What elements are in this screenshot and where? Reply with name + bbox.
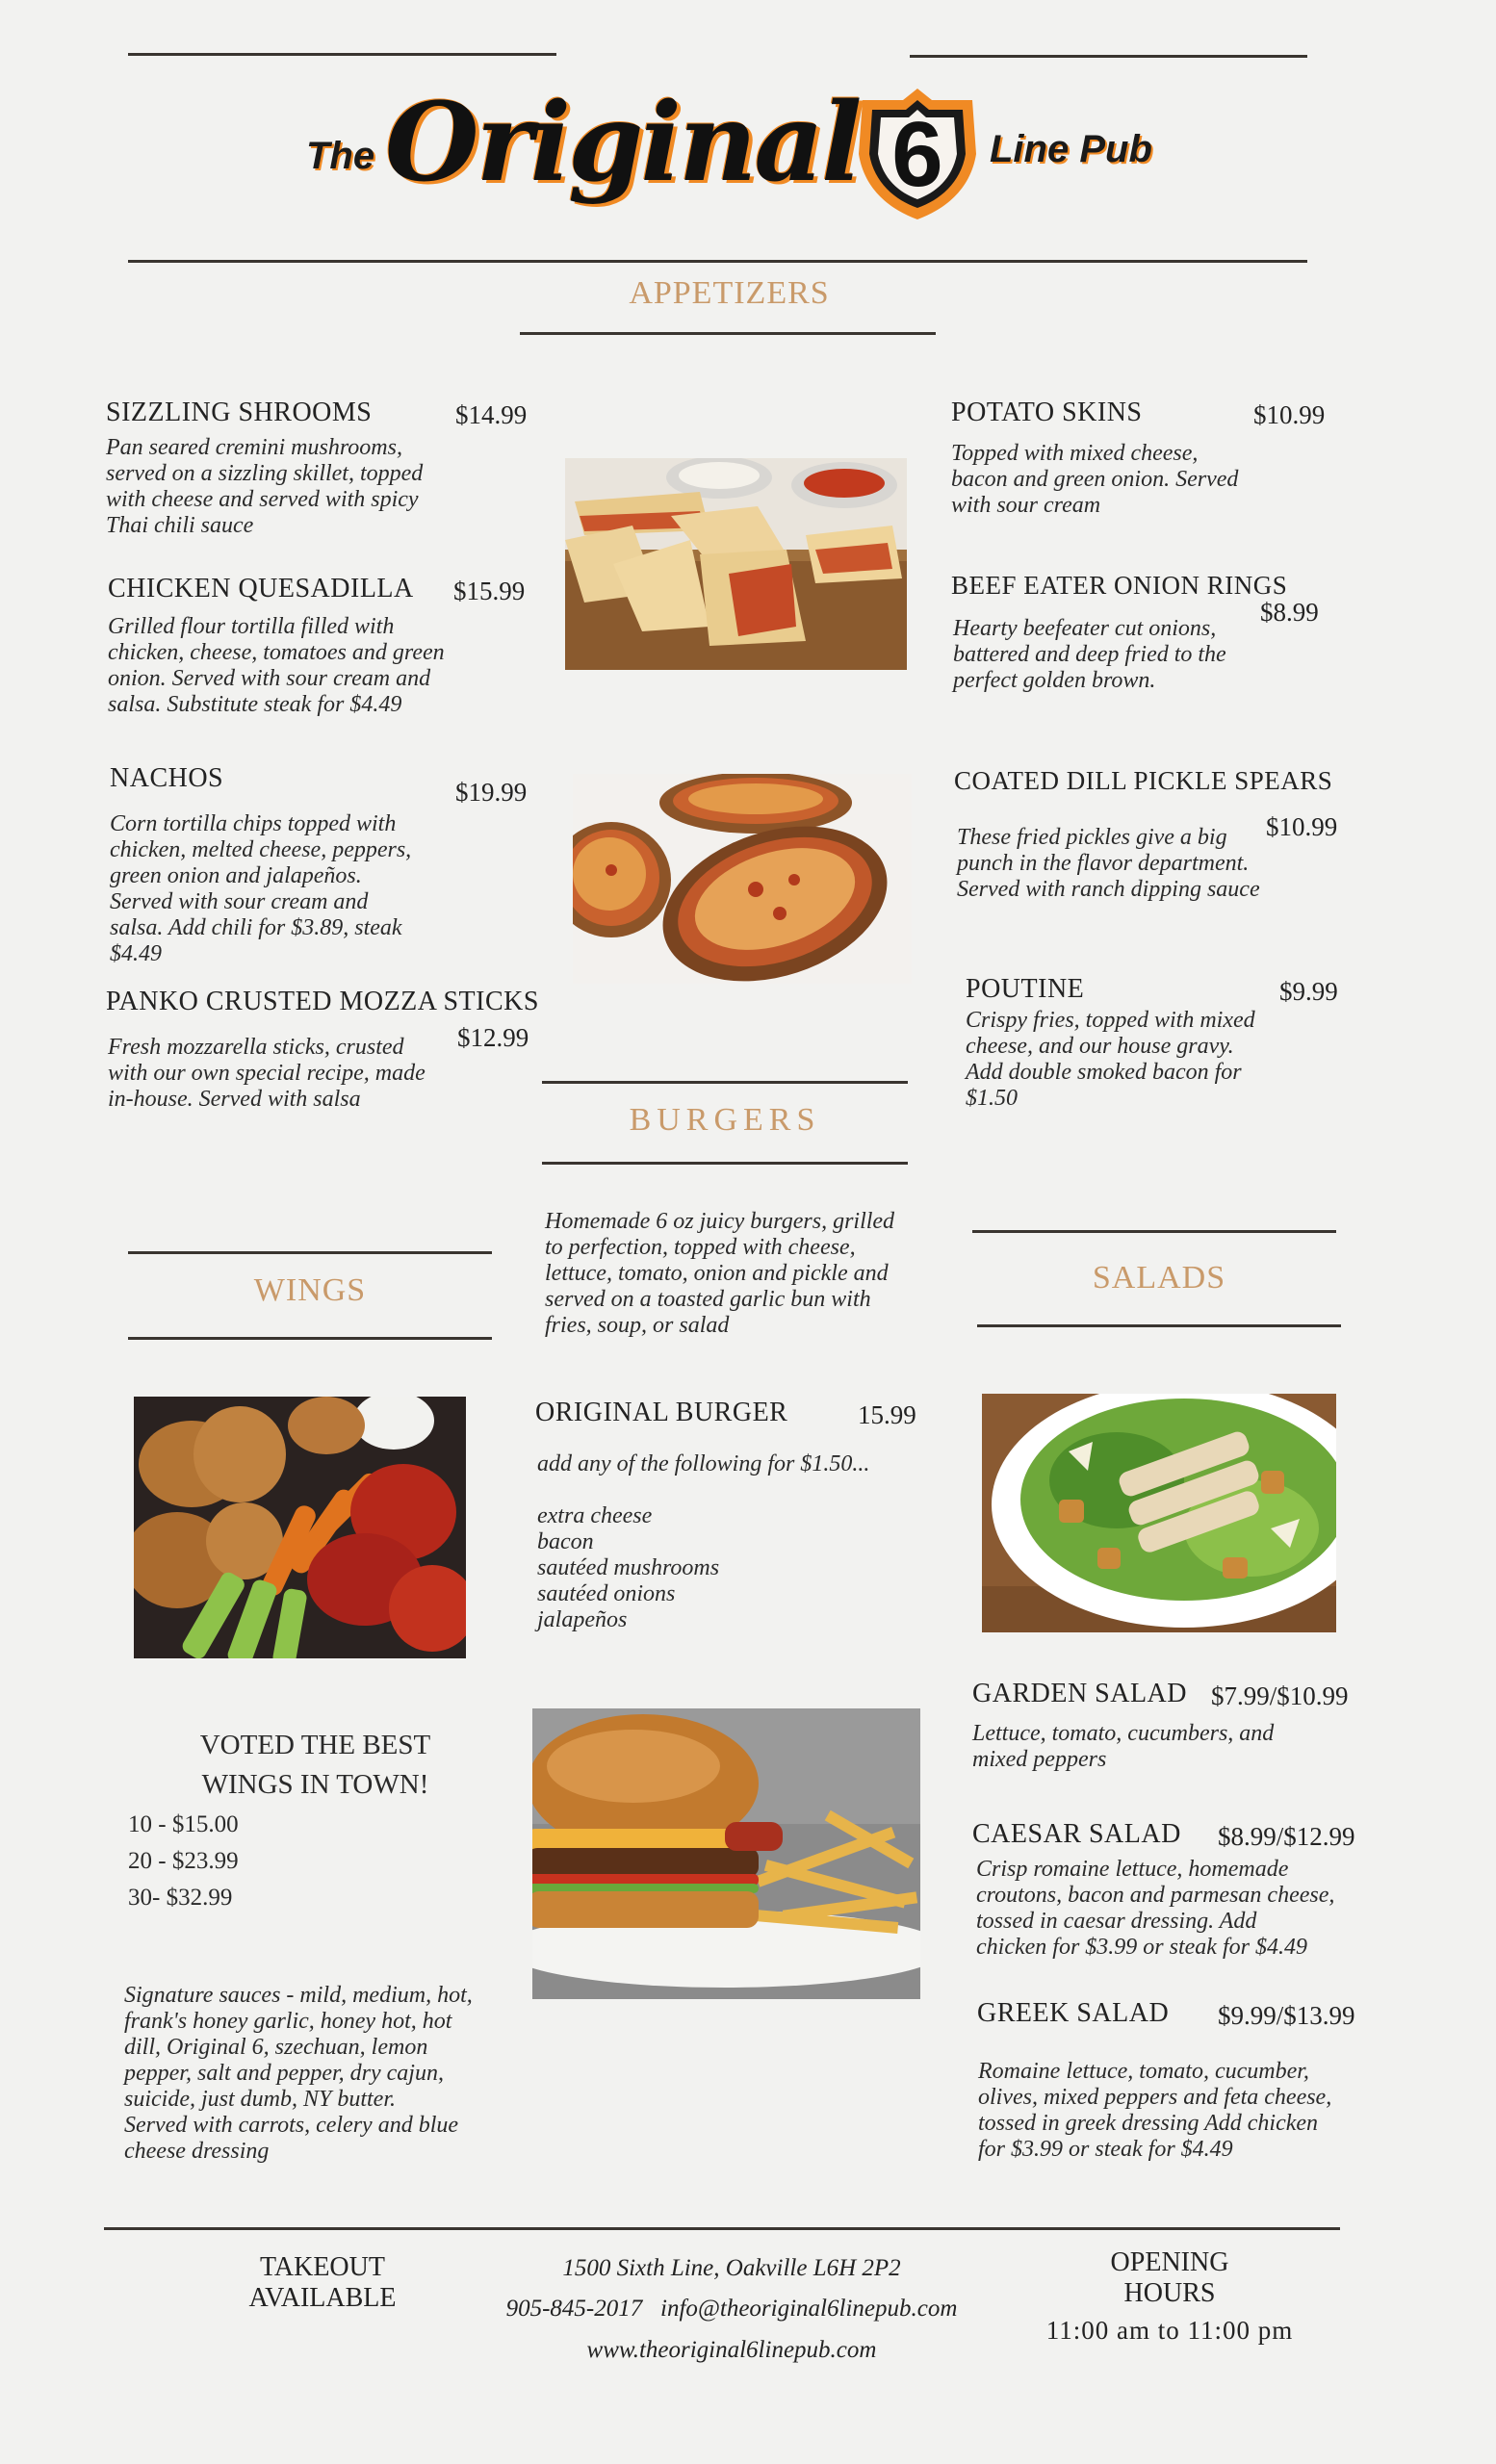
footer-phone-email[interactable]: 905-845-2017 info@theoriginal6linepub.com xyxy=(505,2296,958,2322)
wings-price-10: 10 - $15.00 xyxy=(128,1811,239,1837)
wings-rule-bottom xyxy=(128,1337,492,1340)
item-price-garden-salad: $7.99/$10.99 xyxy=(1211,1681,1349,1710)
wings-rule-top xyxy=(128,1251,492,1254)
item-desc-chicken-quesadilla: Grilled flour tortilla filled with chicken, cheese, tomatoes and green onion. Served with sour cream and salsa. Substitute steak for $4.49 xyxy=(108,614,445,717)
item-desc-dill-pickle-spears: These fried pickles give a big punch in the flavor department. Served with ranch dipping sauce xyxy=(957,825,1260,902)
logo-original: Original xyxy=(385,80,860,206)
burgers-rule-top xyxy=(542,1081,908,1084)
item-name-original-burger: ORIGINAL BURGER xyxy=(535,1398,788,1427)
header-rule-bottom xyxy=(128,260,1307,263)
item-price-dill-pickle-spears: $10.99 xyxy=(1266,812,1338,841)
wings-sauces: Signature sauces - mild, medium, hot, frank's honey garlic, honey hot, hot dill, Original 6, szechuan, lemon pepper, salt and pepper, dry cajun, suicide, just dumb, NY butter. Served with carrots, celery and blue cheese dressing xyxy=(124,1983,473,2164)
logo-shield xyxy=(855,87,980,221)
burgers-rule-bottom xyxy=(542,1162,908,1165)
wings-photo xyxy=(134,1397,466,1658)
item-desc-potato-skins: Topped with mixed cheese, bacon and green onion. Served with sour cream xyxy=(951,441,1239,518)
item-price-nachos: $19.99 xyxy=(455,778,528,807)
item-price-sizzling-shrooms: $14.99 xyxy=(455,400,528,429)
takeout-available: TAKEOUT AVAILABLE xyxy=(248,2252,397,2313)
header-rule-top-right xyxy=(910,55,1307,58)
item-name-nachos: NACHOS xyxy=(110,763,224,793)
wings-price-30: 30- $32.99 xyxy=(128,1885,233,1911)
burger-addons-heading: add any of the following for $1.50... xyxy=(537,1451,870,1476)
opening-hours-title: OPENING HOURS xyxy=(1110,2247,1229,2308)
appetizers-title: APPETIZERS xyxy=(629,275,830,311)
opening-hours-value: 11:00 am to 11:00 pm xyxy=(1045,2316,1294,2345)
item-name-garden-salad: GARDEN SALAD xyxy=(972,1679,1187,1708)
footer-address: 1500 Sixth Line, Oakville L6H 2P2 xyxy=(562,2255,901,2281)
wings-voted-best: VOTED THE BEST WINGS IN TOWN! xyxy=(199,1730,431,1800)
item-desc-mozza-sticks: Fresh mozzarella sticks, crusted with our own special recipe, made in-house. Served with salsa xyxy=(108,1035,426,1112)
logo-the: The xyxy=(306,135,375,177)
salads-rule-top xyxy=(972,1230,1336,1233)
item-desc-nachos: Corn tortilla chips topped with chicken, melted cheese, peppers, green onion and jalapeños. Served with sour cream and salsa. Add chili for $3.89, steak $4.49 xyxy=(110,811,412,966)
footer-website-link[interactable]: www.theoriginal6linepub.com xyxy=(586,2337,877,2363)
item-name-potato-skins: POTATO SKINS xyxy=(951,398,1143,427)
salads-rule-bottom xyxy=(977,1324,1341,1327)
logo-number: 6 xyxy=(891,103,943,206)
header-rule-top-left xyxy=(128,53,556,56)
item-price-chicken-quesadilla: $15.99 xyxy=(453,577,526,605)
item-price-greek-salad: $9.99/$13.99 xyxy=(1218,2001,1355,2030)
item-name-poutine: POUTINE xyxy=(966,974,1085,1004)
item-price-potato-skins: $10.99 xyxy=(1253,400,1326,429)
item-name-caesar-salad: CAESAR SALAD xyxy=(972,1819,1181,1849)
item-desc-greek-salad: Romaine lettuce, tomato, cucumber, olives, mixed peppers and feta cheese, tossed in greek dressing Add chicken for $3.99 or steak for $4.49 xyxy=(978,2059,1332,2162)
item-desc-caesar-salad: Crisp romaine lettuce, homemade croutons, bacon and parmesan cheese, tossed in caesar dressing. Add chicken for $3.99 or steak for $4.49 xyxy=(976,1857,1335,1960)
item-desc-onion-rings: Hearty beefeater cut onions, battered and deep fried to the perfect golden brown. xyxy=(953,616,1226,693)
item-price-mozza-sticks: $12.99 xyxy=(457,1023,529,1052)
logo xyxy=(298,82,1184,236)
item-name-dill-pickle-spears: COATED DILL PICKLE SPEARS xyxy=(954,766,1333,795)
item-desc-garden-salad: Lettuce, tomato, cucumbers, and mixed peppers xyxy=(972,1721,1275,1772)
burgers-title: BURGERS xyxy=(629,1102,821,1138)
item-name-sizzling-shrooms: SIZZLING SHROOMS xyxy=(106,398,373,427)
item-name-greek-salad: GREEK SALAD xyxy=(977,1998,1170,2028)
burger-photo xyxy=(532,1708,920,1999)
quesadilla-photo xyxy=(565,458,907,670)
appetizers-underline xyxy=(520,332,936,335)
item-price-caesar-salad: $8.99/$12.99 xyxy=(1218,1822,1355,1851)
burger-addons-list: extra cheese bacon sautéed mushrooms sautéed onions jalapeños xyxy=(537,1503,720,1632)
item-desc-poutine: Crispy fries, topped with mixed cheese, and our house gravy. Add double smoked bacon for $1.50 xyxy=(966,1008,1255,1111)
logo-line-pub: Line Pub xyxy=(990,128,1152,170)
item-name-chicken-quesadilla: CHICKEN QUESADILLA xyxy=(108,574,414,603)
item-price-original-burger: 15.99 xyxy=(858,1400,916,1429)
item-name-mozza-sticks: PANKO CRUSTED MOZZA STICKS xyxy=(106,987,539,1016)
wings-price-list xyxy=(128,1811,321,1921)
item-price-poutine: $9.99 xyxy=(1279,977,1338,1006)
wings-price-20: 20 - $23.99 xyxy=(128,1848,239,1874)
wings-title: WINGS xyxy=(253,1272,367,1308)
item-price-onion-rings: $8.99 xyxy=(1260,598,1319,627)
item-name-onion-rings: BEEF EATER ONION RINGS xyxy=(951,571,1288,600)
item-desc-sizzling-shrooms: Pan seared cremini mushrooms, served on a sizzling skillet, topped with cheese and served with spicy Thai chili sauce xyxy=(106,435,424,538)
salads-title: SALADS xyxy=(1092,1260,1226,1296)
burgers-intro: Homemade 6 oz juicy burgers, grilled to perfection, topped with cheese, lettuce, tomato, onion and pickle and served on a toasted garlic bun with fries, soup, or salad xyxy=(545,1209,895,1338)
potato-skins-photo xyxy=(573,774,912,984)
caesar-salad-photo xyxy=(982,1394,1336,1632)
footer-rule xyxy=(104,2227,1340,2230)
